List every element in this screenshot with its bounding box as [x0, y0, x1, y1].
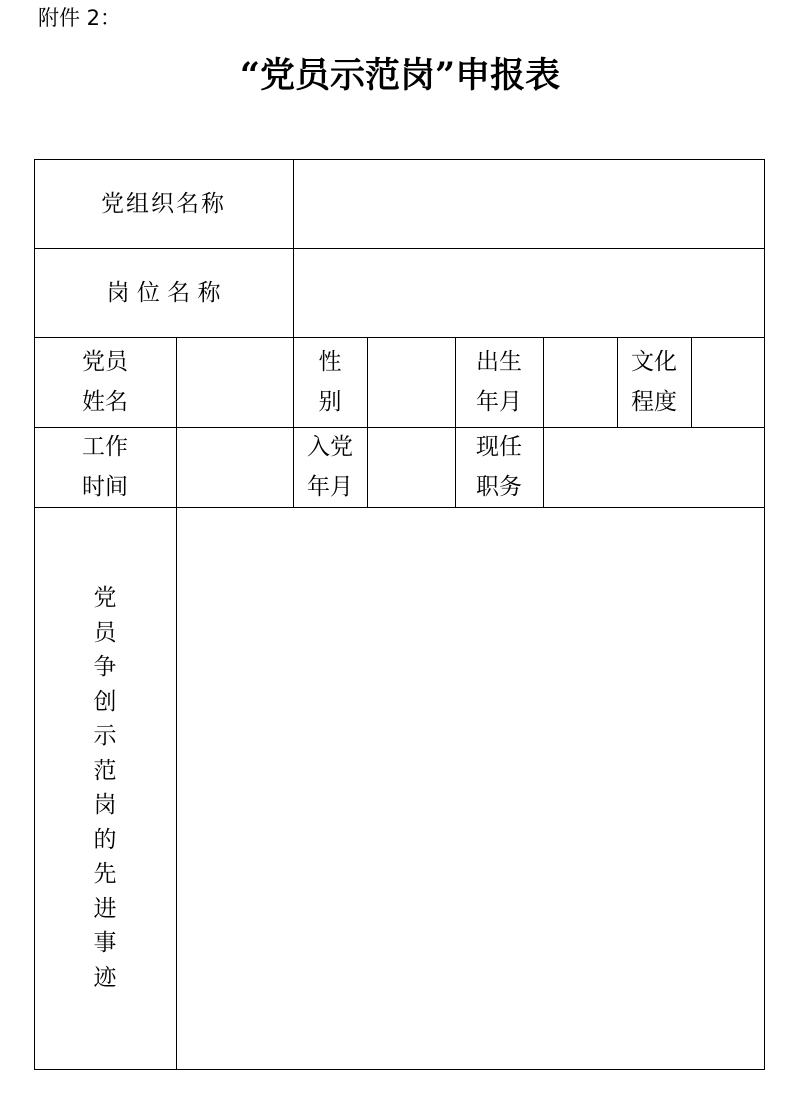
advanced-deeds-label-char-9: 先 — [93, 861, 117, 887]
current-position-label-line-2: 职务 — [476, 474, 522, 500]
join-party-month-label — [293, 427, 367, 507]
current-position-label — [455, 427, 543, 507]
join-party-month-field[interactable] — [368, 428, 455, 507]
advanced-deeds-label-char-8: 的 — [93, 826, 117, 853]
advanced-deeds-label-char-2: 员 — [93, 619, 117, 646]
advanced-deeds-label-char-5: 示 — [93, 723, 117, 749]
attachment-label: 附件 2： — [38, 6, 122, 30]
education-label — [617, 337, 691, 427]
post-name-label: 岗 位 名 称 — [106, 279, 221, 306]
birth-month-label-line-1: 出生 — [476, 349, 522, 375]
work-time-label — [34, 427, 176, 507]
party-organization-label: 党组织名称 — [101, 190, 226, 217]
work-time-label-line-2: 时间 — [82, 474, 128, 500]
gender-label — [293, 337, 367, 427]
join-party-month-label-line-1: 入党 — [307, 434, 353, 460]
gender-label-line-1: 性 — [318, 349, 342, 375]
advanced-deeds-label-char-1: 党 — [93, 585, 117, 611]
table-border-bottom — [34, 1069, 765, 1070]
member-name-field[interactable] — [177, 338, 293, 427]
education-label-line-1: 文化 — [631, 349, 677, 375]
page-title: “党员示范岗”申报表 — [239, 55, 561, 96]
gender-label-line-2: 别 — [318, 389, 342, 415]
member-name-label-line-1: 党员 — [82, 349, 128, 375]
work-time-field[interactable] — [177, 428, 293, 507]
member-name-label — [34, 337, 176, 427]
advanced-deeds-label-char-3: 争 — [93, 654, 117, 680]
table-border-right — [764, 159, 765, 1070]
current-position-field[interactable] — [544, 428, 764, 507]
advanced-deeds-label-char-11: 事 — [93, 930, 117, 956]
post-name-field[interactable] — [294, 249, 764, 337]
current-position-label-line-1: 现任 — [476, 434, 522, 460]
join-party-month-label-line-2: 年月 — [307, 474, 353, 500]
gender-field[interactable] — [368, 338, 455, 427]
birth-month-label-line-2: 年月 — [476, 389, 522, 415]
application-form-table — [34, 159, 765, 1070]
advanced-deeds-label-char-6: 范 — [93, 757, 117, 784]
advanced-deeds-field[interactable] — [177, 508, 764, 1069]
advanced-deeds-label-char-12: 迹 — [93, 964, 117, 991]
birth-month-label — [455, 337, 543, 427]
birth-month-field[interactable] — [544, 338, 617, 427]
advanced-deeds-label-char-7: 岗 — [93, 792, 117, 818]
education-label-line-2: 程度 — [631, 389, 677, 415]
advanced-deeds-label-char-4: 创 — [93, 688, 117, 715]
education-field[interactable] — [692, 338, 764, 427]
work-time-label-line-1: 工作 — [82, 434, 128, 460]
member-name-label-line-2: 姓名 — [82, 389, 128, 415]
party-organization-field[interactable] — [294, 160, 764, 248]
advanced-deeds-label — [34, 507, 176, 1069]
advanced-deeds-label-char-10: 进 — [93, 895, 117, 922]
